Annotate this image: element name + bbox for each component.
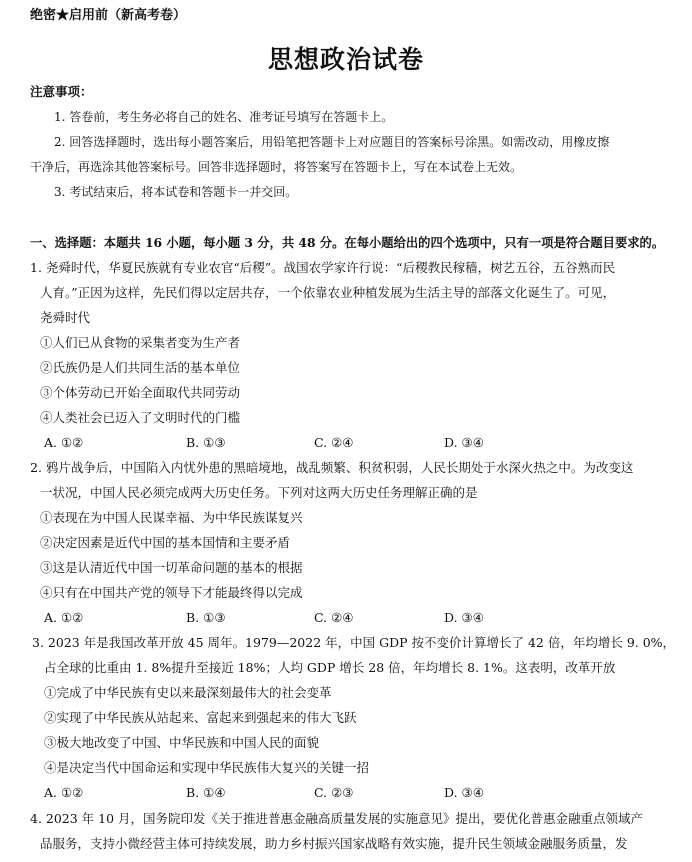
section-heading: 一、选择题：本题共 16 小题，每小题 3 分，共 48 分。在每小题给出的四个选项中，只有一项是符合题目要求的。 <box>30 235 665 250</box>
question-3-statement: ①完成了中华民族有史以来最深刻最伟大的社会变革 <box>44 685 332 700</box>
question-3-statement: ④是决定当代中国命运和实现中华民族伟大复兴的关键一招 <box>44 760 370 775</box>
question-3-statement: ②实现了中华民族从站起来、富起来到强起来的伟大飞跃 <box>44 710 357 725</box>
question-3-line: 3. 2023 年是我国改革开放 45 周年。1979—2022 年，中国 GDP 按不变价计算增长了 42 倍，年均增长 9. 0%， <box>32 635 676 650</box>
question-1-line: 1. 尧舜时代，华夏民族就有专业农官“后稷”。战国农学家许行说：“后稷教民稼穑，树艺五谷，五谷熟而民 <box>30 260 616 275</box>
question-1-line: 人育。”正因为这样，先民们得以定居共存，一个依靠农业种植发展为生活主导的部落文化诞生了。可见， <box>40 285 616 300</box>
question-1-statement: ③个体劳动已开始全面取代共同劳动 <box>40 385 241 400</box>
question-2-option-c: C. ②④ <box>314 610 354 625</box>
question-2-option-b: B. ①③ <box>186 610 226 625</box>
question-2-line: 一状况，中国人民必须完成两大历史任务。下列对这两大历史任务理解正确的是 <box>40 485 478 500</box>
question-1-statement: ④人类社会已迈入了文明时代的门槛 <box>40 410 241 425</box>
question-1-option-a: A. ①② <box>44 435 84 450</box>
question-2-statement: ①表现在为中国人民谋幸福、为中华民族谋复兴 <box>40 510 303 525</box>
question-1-statement: ②氏族仍是人们共同生活的基本单位 <box>40 360 241 375</box>
question-4-line: 品服务，支持小微经营主体可持续发展，助力乡村振兴国家战略有效实施，提升民生领域金融服务质量，发 <box>40 836 628 851</box>
question-1-option-c: C. ②④ <box>314 435 354 450</box>
question-2-option-d: D. ③④ <box>444 610 484 625</box>
question-3-option-b: B. ①④ <box>186 785 226 800</box>
question-1-statement: ①人们已从食物的采集者变为生产者 <box>40 335 241 350</box>
question-2-statement: ②决定因素是近代中国的基本国情和主要矛盾 <box>40 535 291 550</box>
question-2-statement: ④只有在中国共产党的领导下才能最终得以完成 <box>40 585 303 600</box>
note-item: 2. 回答选择题时，选出每小题答案后，用铅笔把答题卡上对应题目的答案标号涂黑。如需改动，用橡皮擦 <box>54 135 610 149</box>
question-1-line: 尧舜时代 <box>40 310 91 325</box>
question-2-statement: ③这是认清近代中国一切革命问题的基本的根据 <box>40 560 303 575</box>
question-3-statement: ③极大地改变了中国、中华民族和中国人民的面貌 <box>44 735 320 750</box>
note-item: 3. 考试结束后，将本试卷和答题卡一并交回。 <box>54 185 298 199</box>
page-title: 思想政治试卷 <box>267 45 424 74</box>
note-item: 干净后，再选涂其他答案标号。回答非选择题时，将答案写在答题卡上，写在本试卷上无效。 <box>30 160 523 174</box>
question-3-line: 占全球的比重由 1. 8%提升至接近 18%；人均 GDP 增长 28 倍，年均增长 8. 1%。这表明，改革开放 <box>44 660 616 675</box>
question-1-option-d: D. ③④ <box>444 435 484 450</box>
note-item: 1. 答卷前，考生务必将自己的姓名、准考证号填写在答题卡上。 <box>54 110 394 124</box>
question-2-option-a: A. ①② <box>44 610 84 625</box>
question-3-option-a: A. ①② <box>44 785 84 800</box>
question-4-line: 4. 2023 年 10 月，国务院印发《关于推进普惠金融高质量发展的实施意见》提出，要优化普惠金融重点领域产 <box>30 811 644 826</box>
question-1-option-b: B. ①③ <box>186 435 226 450</box>
question-3-option-d: D. ③④ <box>444 785 484 800</box>
secret-label: 绝密★启用前（新高考卷） <box>30 8 187 23</box>
question-3-option-c: C. ②③ <box>314 785 354 800</box>
notes-heading: 注意事项： <box>30 84 93 99</box>
question-2-line: 2. 鸦片战争后，中国陷入内忧外患的黑暗境地，战乱频繁、积贫积弱，人民长期处于水深火热之中。为改变这 <box>30 460 634 475</box>
